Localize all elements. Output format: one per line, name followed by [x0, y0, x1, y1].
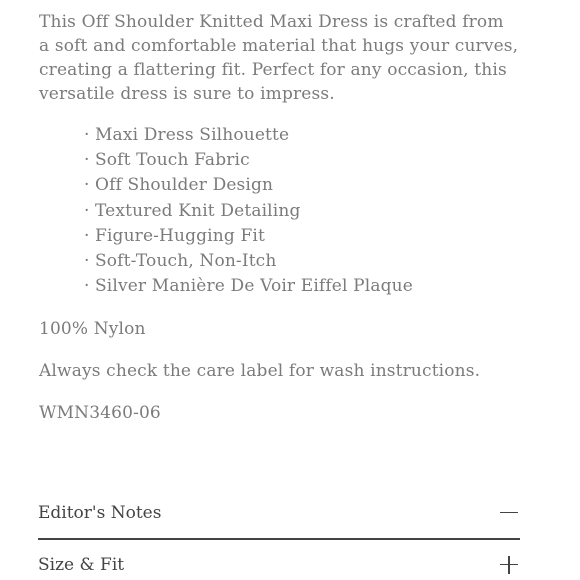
list-item [84, 224, 413, 249]
bullet-icon: · [84, 251, 90, 272]
feature-text: Silver Manière De Voir Eiffel Plaque [95, 276, 413, 297]
editors-notes-toggle[interactable] [38, 497, 520, 529]
feature-text: Maxi Dress Silhouette [95, 125, 290, 145]
product-description: This Off Shoulder Knitted Maxi Dress is crafted from a soft and comfortable material that hugs your curves, creating a flattering fit. Perfect for any occasion, this versatile dress is sure to impress. [39, 12, 519, 104]
list-item [84, 173, 413, 198]
list-item [84, 274, 413, 299]
list-item [84, 148, 413, 173]
bullet-icon: · [84, 175, 90, 196]
list-item [84, 199, 413, 224]
bullet-icon: · [84, 276, 90, 297]
fabric-composition: 100% Nylon [39, 319, 146, 339]
plus-icon [499, 555, 519, 575]
feature-list [84, 123, 413, 299]
feature-text: Soft Touch Fabric [95, 150, 250, 171]
size-fit-label: Size & Fit [38, 555, 125, 575]
section-divider [38, 538, 520, 540]
bullet-icon: · [84, 150, 90, 171]
list-item [84, 123, 413, 148]
feature-text: Textured Knit Detailing [95, 200, 301, 221]
bullet-icon: · [84, 125, 90, 145]
bullet-icon: · [84, 200, 90, 221]
feature-text: Off Shoulder Design [95, 175, 274, 196]
feature-text: Figure-Hugging Fit [95, 225, 265, 246]
size-fit-toggle[interactable] [38, 549, 520, 580]
editors-notes-label: Editor's Notes [38, 503, 162, 523]
bullet-icon: · [84, 225, 90, 246]
product-code: WMN3460-06 [39, 403, 161, 423]
minus-icon [499, 503, 519, 523]
feature-text: Soft-Touch, Non-Itch [95, 251, 277, 272]
care-instructions: Always check the care label for wash instructions. [39, 361, 481, 381]
list-item [84, 249, 413, 274]
